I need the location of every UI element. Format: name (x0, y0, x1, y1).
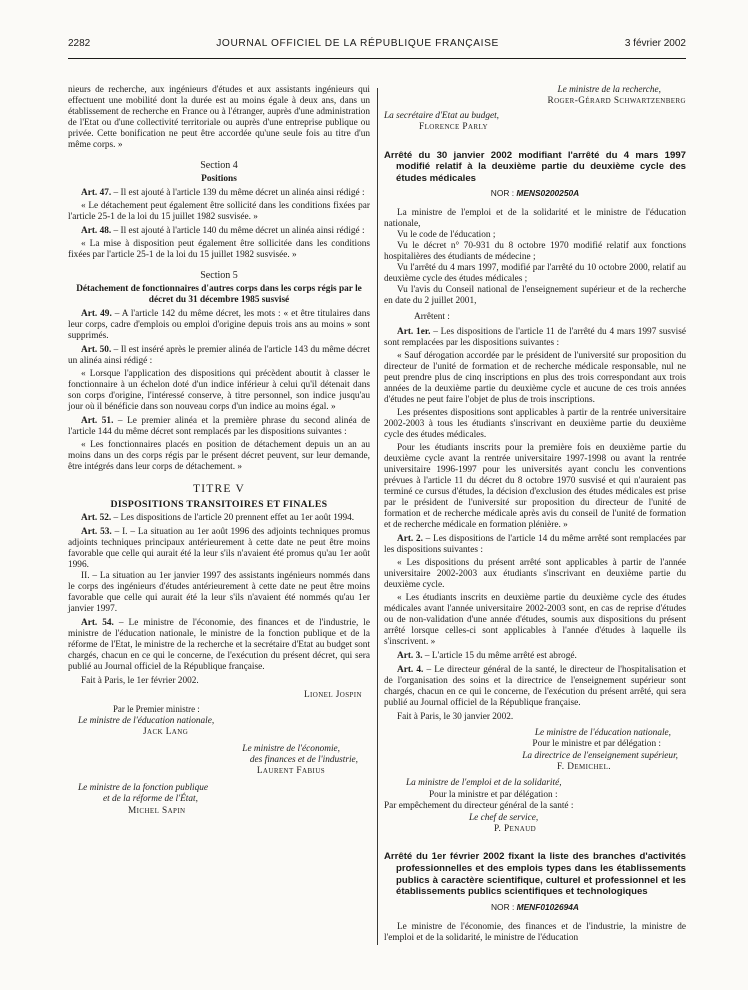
page-number: 2282 (68, 38, 91, 49)
arrete1-vu-1: Vu le code de l'éducation ; (397, 230, 496, 241)
sig-name-demichel: F. Demichel. (556, 762, 611, 773)
article-52-label: Art. 52. (81, 513, 112, 523)
signature-title-education: Le ministre de l'éducation nationale, (78, 715, 215, 726)
nor-code: MENS0200250A (516, 188, 580, 199)
arrete1-article-4-text: – Le directeur général de la santé, le directeur de l'hospitalisation et de l'organisation des soins et la directrice de l'enseignement supérieur sont chargés, chacun en ce qui le concerne, de l'exécution du présent arrêté, qui sera publié au Journal officiel de la République française. (384, 664, 687, 708)
arrete1-article-4 (384, 665, 686, 709)
signature-title-budget: La secrétaire d'Etat au budget, (384, 110, 499, 121)
sig-empechement: Par empêchement du directeur général de la santé : (384, 801, 574, 812)
text-columns (68, 85, 686, 944)
arrete1-preamble: La ministre de l'emploi et de la solidarité et le ministre de l'éducation nationale, (384, 208, 686, 230)
article-48-label: Art. 48. (81, 226, 112, 236)
titre5-label: TITRE V (193, 483, 245, 495)
article-49-text: – A l'article 142 du même décret, les mots : « et être titulaires dans leur corps, cadre d'emplois ou emploi d'origine depuis trois ans au moins » sont supprimés. (68, 309, 370, 341)
article-53-text: – I. – La situation au 1er août 1996 des adjoints techniques promus adjoints techniques principaux antérieurement à cette date ne peut être moins favorable que celle qui aurait été la leur s'ils n'avaient été promus qu'au 1er août 1996. (68, 527, 370, 570)
header-rule (68, 58, 686, 59)
article-48-text: – Il est ajouté à l'article 140 du même décret un alinéa ainsi rédigé : (111, 226, 365, 236)
arrete1-vu-2: Vu le décret n° 70-931 du 8 octobre 1970 modifié relatif aux fonctions hospitalières des étudiants de médecine ; (384, 241, 686, 263)
article-52 (68, 513, 370, 524)
article-48 (68, 226, 370, 237)
section5-label: Section 5 (200, 270, 238, 281)
by-premier-ministre: Par le Premier ministre : (113, 704, 200, 715)
section4-label: Section 4 (200, 160, 238, 171)
signature-title-economie-2: des finances et de l'industrie, (249, 755, 358, 766)
sig-title-directrice: La directrice de l'enseignement supérieur, (522, 750, 678, 761)
left-column (68, 85, 370, 944)
article-51 (68, 416, 370, 438)
section5-title: Détachement de fonctionnaires d'autres corps dans les corps régis par le décret du 31 décembre 1985 susvisé (76, 284, 362, 305)
sig-delegation-ministre-2: Pour la ministre et par délégation : (429, 789, 558, 800)
fait-a-paris: Fait à Paris, le 1er février 2002. (81, 676, 199, 686)
journal-title: JOURNAL OFFICIEL DE LA RÉPUBLIQUE FRANÇAISE (216, 38, 499, 49)
signature-name-schwartzenberg: Roger-Gérard Schwartzenberg (547, 96, 686, 107)
article-54-text: – Le ministre de l'économie, des finances et de l'industrie, le ministre de l'éducation nationale, le ministre de la fonction publique et de la réforme de l'Etat, le ministre de la recherche et la secrétaire d'Etat au budget sont chargés, chacun en ce qui le concerne, de l'exécution du présent décret, qui sera publié au Journal officiel de la République française. (68, 618, 370, 672)
arrete2-nor (384, 902, 686, 913)
article-48-quote: « La mise à disposition peut également être sollicitée dans les conditions fixées par l'article 25-1 de la loi du 15 juillet 1982 susvisée. » (68, 239, 370, 260)
issue-date: 3 février 2002 (624, 38, 686, 49)
sig-title-emploi-solidarite: La ministre de l'emploi et de la solidarité, (406, 778, 562, 789)
arrete1-fait: Fait à Paris, le 30 janvier 2002. (397, 711, 514, 722)
article-49-label: Art. 49. (81, 309, 112, 319)
page-header (68, 38, 686, 49)
nor-label: NOR : (490, 188, 515, 199)
signature-name-fabius: Laurent Fabius (256, 766, 325, 777)
article-50-quote: « Lorsque l'application des dispositions qui précèdent aboutit à classer le fonctionnaire à un échelon doté d'un indice inférieur à celui qu'il détenait dans son corps d'origine, l'intéressé conserve, à titre personnel, son indice jusqu'au jour où il bénéficie dans son nouveau corps d'un indice au moins égal. » (68, 369, 370, 412)
arrete1-article-1-quote-1: « Sauf dérogation accordée par le président de l'université sur proposition du directeur de l'unité de formation et de recherche médicale responsable, nul ne peut prendre plus de cinq inscriptions en plus des trois correspondant aux trois années de la deuxième partie du deuxième cycle et aucune de ces trois années d'études ne peut faire l'objet de plus de trois inscriptions. (384, 350, 686, 405)
article-47-text: – Il est ajouté à l'article 139 du même décret un alinéa ainsi rédigé : (111, 188, 365, 198)
article-54-label: Art. 54. (81, 618, 114, 628)
arrete1-vu-4: Vu l'avis du Conseil national de l'enseignement supérieur et de la recherche en date du 2 juillet 2001, (384, 285, 686, 307)
arrete1-nor (384, 188, 686, 199)
nor-label-2: NOR : (491, 901, 515, 912)
article-53 (68, 527, 370, 571)
article-47-quote: « Le détachement peut également être sollicité dans les conditions fixées par l'article 25-1 de la loi du 15 juillet 1982 susvisée. » (68, 201, 370, 222)
arrete1-article-1-label: Art. 1er. (397, 326, 431, 337)
arrete1-vu-3: Vu l'arrêté du 4 mars 1997, modifié par l'arrêté du 10 octobre 2000, relatif au deuxième cycle des études médicales ; (384, 263, 686, 285)
article-49 (68, 309, 370, 342)
arrete1-article-1 (384, 327, 686, 349)
article-52-text: – Les dispositions de l'article 20 prennent effet au 1er août 1994. (111, 513, 355, 523)
article-53-part2: II. – La situation au 1er janvier 1997 des assistants ingénieurs nommés dans le corps des ingénieurs d'études antérieurement à cette date ne peut être moins favorable que celle qui aurait été la leur s'ils n'avaient été nommés qu'au 1er janvier 1997. (68, 571, 370, 614)
article-50 (68, 345, 370, 367)
arrete2-heading: Arrêté du 1er février 2002 fixant la liste des branches d'activités professionnelles et des emplois types dans les établissements publics à caractère scientifique, culturel et professionnel et les établissements publics scientifiques et technologiques (384, 851, 686, 898)
arrete1-article-1-text: – Les dispositions de l'article 11 de l'arrêté du 4 mars 1997 susvisé sont remplacées par les dispositions suivantes : (384, 326, 686, 348)
article-50-text: – Il est inséré après le premier alinéa de l'article 143 du même décret un alinéa ainsi rédigé : (68, 345, 370, 366)
article-47-label: Art. 47. (81, 188, 112, 198)
signature-title-economie-1: Le ministre de l'économie, (242, 743, 340, 754)
sig-delegation-ministre: Pour le ministre et par délégation : (532, 739, 661, 750)
article-50-label: Art. 50. (81, 345, 112, 355)
sig-title-chef-service: Le chef de service, (469, 812, 539, 823)
sig-name-penaud: P. Penaud (494, 824, 537, 835)
signature-name-jospin: Lionel Jospin (303, 690, 362, 700)
arrete1-article-1-quote-2: Les présentes dispositions sont applicables à partir de la rentrée universitaire 2002-2003 à tous les étudiants s'inscrivant en deuxième partie du deuxième cycle des études médicales. (384, 407, 686, 440)
article-54 (68, 618, 370, 673)
arrete1-article-3-label: Art. 3. (397, 650, 423, 661)
arrete1-article-3 (384, 651, 686, 662)
arrete1-article-4-label: Art. 4. (397, 664, 424, 675)
article-53-label: Art. 53. (81, 527, 112, 537)
right-column (384, 85, 686, 944)
article-47 (68, 188, 370, 199)
arrete1-article-2-quote-2: « Les étudiants inscrits en deuxième partie du deuxième cycle des études médicales avant l'année universitaire 2002-2003 sont, en cas de reprise d'études ou de non-validation d'une année d'études, soumis aux dispositions du présent arrêté lorsque celles-ci sont applicables à l'année d'études à laquelle ils s'inscrivent. » (384, 592, 686, 647)
nor-code-2: MENF0102694A (516, 901, 579, 912)
signature-name-lang: Jack Lang (143, 727, 189, 738)
continuation-paragraph: nieurs de recherche, aux ingénieurs d'études et aux assistants ingénieurs qui effectuent une mobilité dont la durée est au moins égale à deux ans, dans un établissement de recherche en France ou à l'étranger, auprès d'une administration de l'Etat ou d'une collectivité territoriale ou auprès d'une entreprise publique ou privée. Cette bonification ne peut être accordée qu'une seule fois au titre d'un même corps. » (68, 85, 370, 150)
signature-name-parly: Florence Parly (419, 122, 488, 133)
arrete2-first-paragraph: Le ministre de l'économie, des finances et de l'industrie, la ministre de l'emploi et de la solidarité, le ministre de l'éducation (384, 921, 686, 943)
article-51-label: Art. 51. (81, 416, 114, 426)
arrete1-article-2-quote-1: « Les dispositions du présent arrêté sont applicables à partir de l'année universitaire 2002-2003 aux étudiants s'inscrivant en deuxième partie du deuxième cycle. (384, 557, 686, 590)
titre5-title: DISPOSITIONS TRANSITOIRES ET FINALES (110, 499, 328, 510)
arrete1-heading: Arrêté du 30 janvier 2002 modifiant l'arrêté du 4 mars 1997 modifié relatif à la deuxième partie du deuxième cycle des études médicales (384, 149, 686, 184)
signature-title-fonction-publique-2: et de la réforme de l'État, (103, 794, 198, 805)
section4-title: Positions (201, 174, 237, 184)
arrete1-article-2-text: – Les dispositions de l'article 14 du même arrêté sont remplacées par les dispositions suivantes : (384, 533, 686, 555)
arretent-line: Arrêtent : (414, 312, 450, 323)
sig-title-education-nationale: Le ministre de l'éducation nationale, (534, 727, 671, 738)
signature-name-sapin: Michel Sapin (128, 805, 186, 816)
arrete1-article-2-label: Art. 2. (397, 533, 423, 544)
arrete1-article-1-quote-3: Pour les étudiants inscrits pour la première fois en deuxième partie du deuxième cycle avant la rentrée universitaire 1997-1998 ou avant la rentrée universitaire 1996-1997 pour les universités ayant conclu les conventions prévues à l'article 11 du décret du 8 octobre 1970 susvisé et qui n'auraient pas terminé ce cursus d'études, la décision d'exclusion des études médicales est prise par le président de l'université sur proposition du directeur de l'unité de formation et de recherche médicale après avis du conseil de l'unité de formation et de recherche médicale en formation plénière. » (384, 442, 686, 530)
article-51-quote: « Les fonctionnaires placés en position de détachement depuis un an au moins dans un des corps régis par le présent décret peuvent, sur leur demande, être intégrés dans leur corps de détachement. » (68, 440, 370, 472)
signature-title-recherche: Le ministre de la recherche, (557, 85, 661, 95)
arrete1-article-2 (384, 534, 686, 556)
arrete1-article-3-text: – L'article 15 du même arrêté est abrogé. (422, 650, 577, 661)
signature-title-fonction-publique-1: Le ministre de la fonction publique (78, 782, 209, 793)
article-51-text: – Le premier alinéa et la première phrase du second alinéa de l'article 144 du même décret sont remplacés par les dispositions suivantes : (68, 416, 370, 437)
